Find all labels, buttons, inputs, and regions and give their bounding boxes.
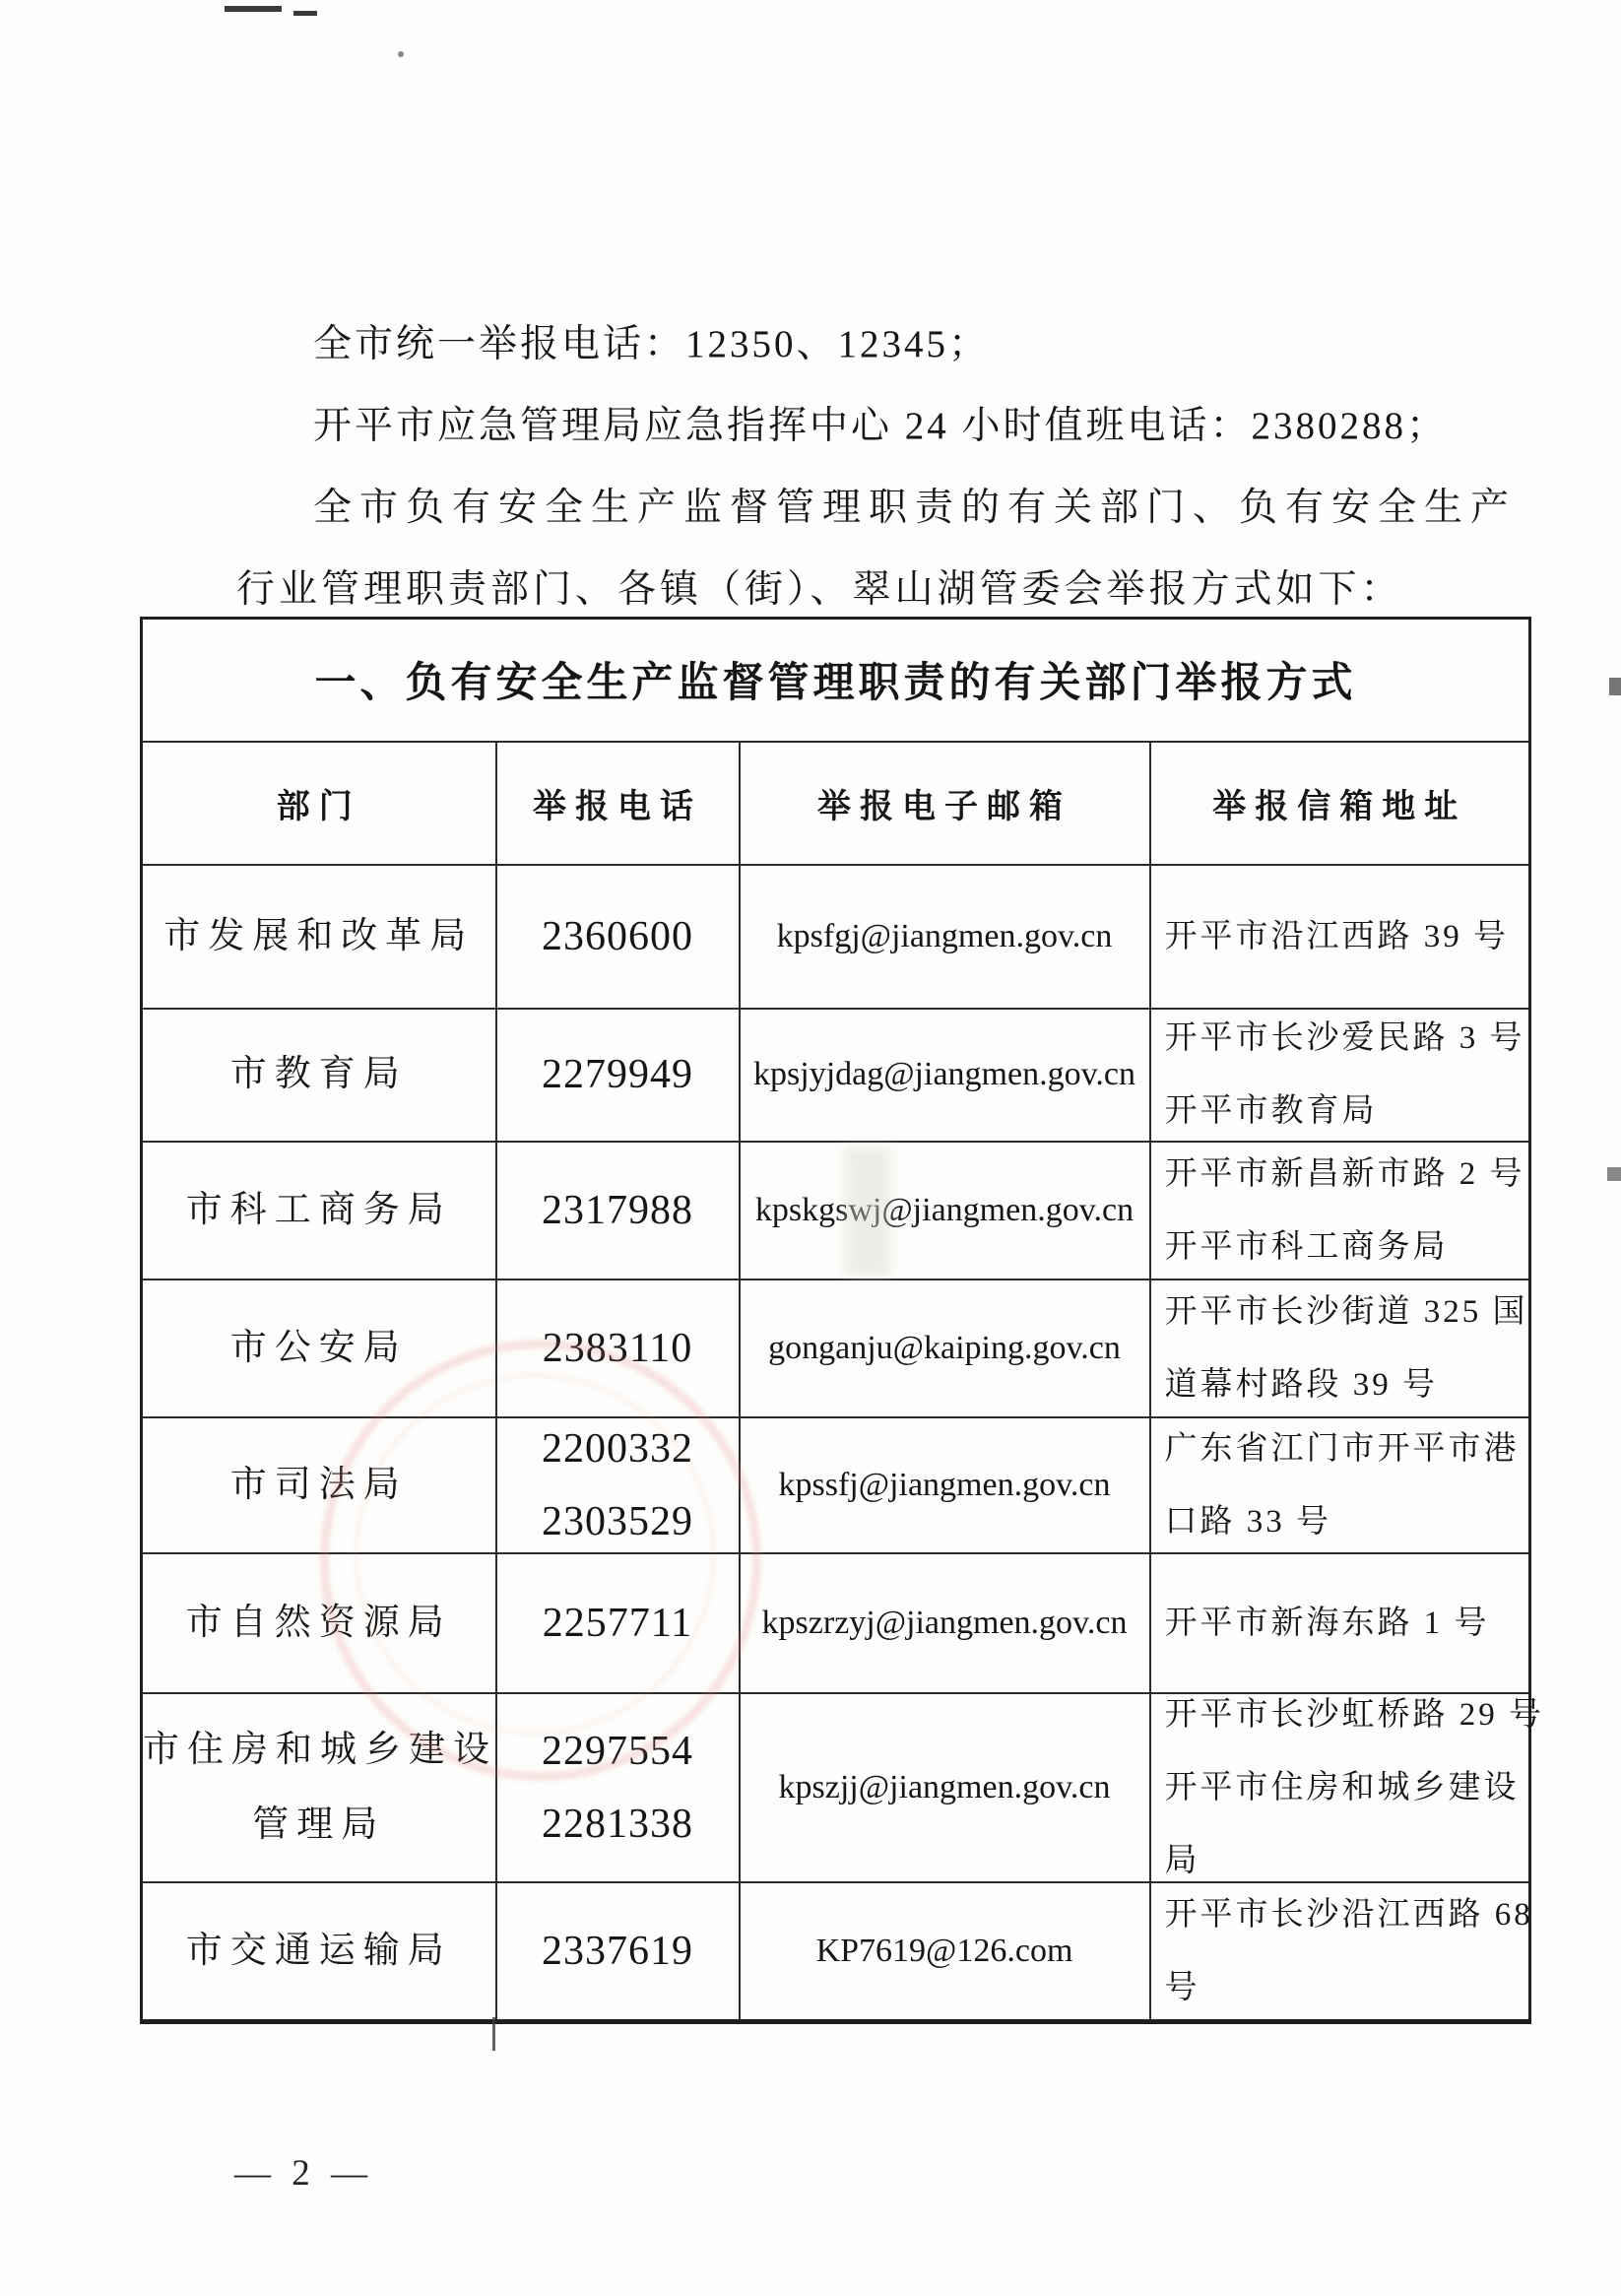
department-cell <box>142 1142 496 1279</box>
table-header-row <box>142 742 1530 865</box>
phone-number: 2337619 <box>542 1928 693 1974</box>
mail-address-line: 开平市教育局 <box>1164 1093 1378 1129</box>
header-email: 举报电子邮箱 <box>740 742 1150 865</box>
table-title-row <box>142 619 1530 742</box>
department-name: 管理局 <box>252 1804 386 1845</box>
table-row <box>142 1142 1530 1279</box>
phone-number: 2360600 <box>542 913 693 959</box>
mail-address-line: 道幕村路段 39 号 <box>1164 1366 1438 1403</box>
table-row <box>142 1279 1530 1417</box>
department-name: 市科工商务局 <box>185 1189 452 1230</box>
table-title-cell <box>142 619 1530 742</box>
email-address: KP7619@126.com <box>815 1932 1073 1969</box>
email-cell <box>740 1693 1150 1882</box>
phone-number: 2297554 <box>542 1728 693 1774</box>
mail-address-line: 号 <box>1164 1969 1200 2005</box>
department-name: 市交通运输局 <box>185 1930 452 1971</box>
department-cell <box>142 1882 496 2022</box>
department-name: 市教育局 <box>229 1054 408 1094</box>
table-row <box>142 865 1530 1009</box>
mail-address-line: 局 <box>1164 1842 1200 1878</box>
department-cell <box>142 1553 496 1693</box>
email-address: kpszrzyj@jiangmen.gov.cn <box>761 1604 1128 1641</box>
email-cell <box>740 865 1150 1009</box>
scan-artifact <box>293 11 317 16</box>
phone-number: 2200332 <box>542 1425 693 1472</box>
mail-address-cell <box>1150 1417 1530 1553</box>
phone-number: 2383110 <box>542 1325 693 1371</box>
scan-artifact <box>1609 678 1621 695</box>
report-table <box>140 617 1544 2024</box>
mail-address-cell <box>1150 1009 1530 1142</box>
department-name: 市住房和城乡建设 <box>143 1729 497 1770</box>
mail-address-line: 开平市新昌新市路 2 号 <box>1164 1155 1525 1192</box>
scan-artifact <box>225 6 282 12</box>
mail-address-line: 开平市长沙虹桥路 29 号 <box>1164 1696 1544 1733</box>
email-address: kpsjyjdag@jiangmen.gov.cn <box>753 1056 1135 1092</box>
header-department: 部门 <box>142 742 496 865</box>
header-mail-address: 举报信箱地址 <box>1150 742 1530 865</box>
email-address: gonganju@kaiping.gov.cn <box>768 1329 1121 1366</box>
intro-paragraph <box>236 303 1518 630</box>
department-cell <box>142 1279 496 1417</box>
mail-address-line: 开平市科工商务局 <box>1164 1228 1449 1265</box>
scan-artifact <box>398 51 404 57</box>
phone-number: 2257711 <box>542 1600 693 1646</box>
paragraph-line: 开平市应急管理局应急指挥中心 24 小时值班电话：2380288； <box>313 405 1449 447</box>
phone-number: 2303529 <box>542 1498 693 1544</box>
email-cell <box>740 1009 1150 1142</box>
mail-address-cell <box>1150 1553 1530 1693</box>
phone-cell <box>496 1417 740 1553</box>
email-cell <box>740 1142 1150 1279</box>
phone-cell <box>496 1009 740 1142</box>
paragraph-line: 行业管理职责部门、各镇（街）、翠山湖管委会举报方式如下： <box>236 568 1403 611</box>
mail-address-cell <box>1150 1882 1533 2022</box>
department-name: 市司法局 <box>229 1464 408 1505</box>
department-cell <box>142 1009 496 1142</box>
email-address: kpszjj@jiangmen.gov.cn <box>778 1768 1111 1805</box>
phone-cell <box>496 1553 740 1693</box>
mail-address-line: 口路 33 号 <box>1164 1503 1331 1540</box>
phone-cell <box>496 1882 740 2022</box>
phone-cell <box>496 865 740 1009</box>
email-cell <box>740 1279 1150 1417</box>
table-title: 一、负有安全生产监督管理职责的有关部门举报方式 <box>314 659 1357 706</box>
mail-address-line: 开平市新海东路 1 号 <box>1164 1605 1490 1641</box>
scan-artifact <box>1607 1167 1621 1181</box>
phone-cell <box>496 1142 740 1279</box>
paragraph-line: 全市统一举报电话：12350、12345； <box>313 323 991 365</box>
email-address: kpsfgj@jiangmen.gov.cn <box>776 917 1113 954</box>
phone-number: 2279949 <box>542 1052 693 1097</box>
phone-number: 2281338 <box>542 1801 693 1847</box>
mail-address-line: 开平市住房和城乡建设 <box>1164 1769 1520 1805</box>
table-row <box>142 1693 1530 1882</box>
mail-address-cell <box>1150 1279 1530 1417</box>
department-name: 市公安局 <box>229 1327 408 1368</box>
email-cell <box>740 1553 1150 1693</box>
department-cell <box>142 1417 496 1553</box>
department-cell <box>142 865 496 1009</box>
table-row <box>142 1009 1530 1142</box>
page-number: — 2 — <box>234 2153 373 2194</box>
phone-cell <box>496 1279 740 1417</box>
mail-address-line: 开平市沿江西路 39 号 <box>1164 918 1509 954</box>
paragraph-line: 全市负有安全生产监督管理职责的有关部门、负有安全生产 <box>313 487 1518 529</box>
department-cell <box>142 1693 496 1882</box>
phone-cell <box>496 1693 740 1882</box>
email-address: kpskgswj@jiangmen.gov.cn <box>754 1191 1135 1228</box>
email-cell <box>740 1882 1150 2022</box>
mail-address-line: 开平市长沙爱民路 3 号 <box>1164 1020 1525 1056</box>
table-row <box>142 1417 1530 1553</box>
mail-address-cell <box>1150 865 1530 1009</box>
table-row <box>142 1553 1530 1693</box>
mail-address-cell <box>1150 1142 1530 1279</box>
email-address: kpssfj@jiangmen.gov.cn <box>778 1466 1111 1503</box>
mail-address-line: 开平市长沙街道 325 国 <box>1164 1293 1528 1330</box>
mail-address-line: 开平市长沙沿江西路 68 <box>1164 1896 1533 1933</box>
email-cell <box>740 1417 1150 1553</box>
department-name: 市发展和改革局 <box>163 915 475 956</box>
department-name: 市自然资源局 <box>185 1602 452 1643</box>
mail-address-line: 广东省江门市开平市港 <box>1164 1430 1520 1467</box>
phone-number: 2317988 <box>542 1187 693 1233</box>
table-row <box>142 1882 1530 2022</box>
header-phone: 举报电话 <box>496 742 740 865</box>
mail-address-cell <box>1150 1693 1544 1882</box>
